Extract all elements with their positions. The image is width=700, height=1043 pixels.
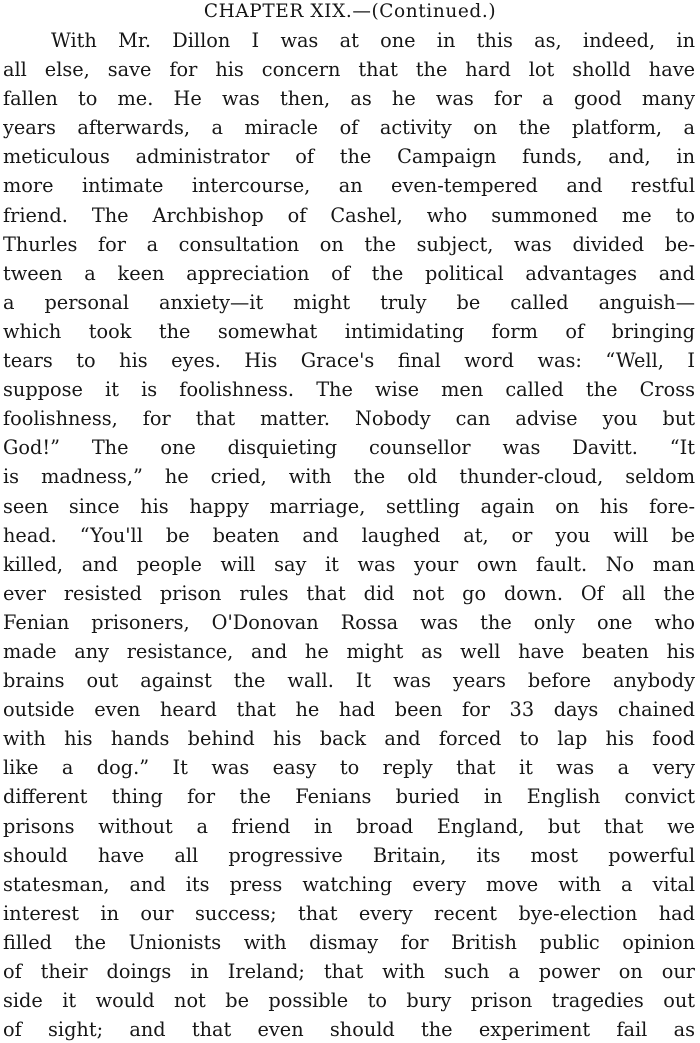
text-line: more intimate intercourse, an even-tempered and restful [3,174,695,198]
text-line: fallen to me. He was then, as he was for a good many [3,87,695,111]
text-line: Thurles for a consultation on the subject, was divided be- [3,232,695,256]
text-line: is madness,” he cried, with the old thunder-cloud, seldom [3,465,695,489]
text-line: God!” The one disquieting counsellor was Davitt. “It [3,436,695,460]
text-line: head. “You'll be beaten and laughed at, or you will be [3,523,695,547]
text-line: Fenian prisoners, O'Donovan Rossa was the only one who [3,610,695,634]
text-line: made any resistance, and he might as well have beaten his [3,639,695,663]
text-line: ever resisted prison rules that did not go down. Of all the [3,581,695,605]
text-line: like a dog.” It was easy to reply that it was a very [3,756,695,780]
text-line: years afterwards, a miracle of activity on the platform, a [3,116,695,140]
text-line: should have all progressive Britain, its most powerful [3,843,695,867]
text-line: of their doings in Ireland; that with such a power on our [3,960,695,983]
text-line: different thing for the Fenians buried in English convict [3,785,695,809]
text-line: which took the somewhat intimidating form of bringing [3,319,695,343]
text-line: brains out against the wall. It was years before anybody [3,669,695,693]
text-line: all else, save for his concern that the hard lot sholld have [3,58,695,82]
text-line: tween a keen appreciation of the political advantages and [3,261,695,285]
text-line: filled the Unionists with dismay for British public opinion [3,930,695,954]
text-line: friend. The Archbishop of Cashel, who summoned me to [3,203,695,227]
text-line: With Mr. Dillon I was at one in this as, indeed, in [51,29,695,52]
text-line: seen since his happy marriage, settling again on his fore- [3,494,695,518]
text-line: prisons without a friend in broad England, but that we [3,814,695,838]
body-text [3,26,695,1043]
text-line: interest in our success; that every recent bye-election had [3,901,695,925]
text-line: a personal anxiety—it might truly be called anguish— [3,290,695,314]
text-line: killed, and people will say it was your own fault. No man [3,552,695,576]
text-line: suppose it is foolishness. The wise men called the Cross [3,378,695,402]
text-line: outside even heard that he had been for 33 days chained [3,698,695,722]
text-line: foolishness, for that matter. Nobody can advise you but [3,407,695,431]
text-line: with his hands behind his back and forced to lap his food [3,727,695,751]
text-line: meticulous administrator of the Campaign funds, and, in [3,145,695,169]
text-line: statesman, and its press watching every move with a vital [3,872,695,896]
text-line: side it would not be possible to bury prison tragedies out [3,989,695,1013]
chapter-heading: CHAPTER XIX.—(Continued.) [203,1,497,22]
text-line: of sight; and that even should the experiment fail as [3,1018,695,1042]
text-line: tears to his eyes. His Grace's final word was: “Well, I [3,349,695,373]
